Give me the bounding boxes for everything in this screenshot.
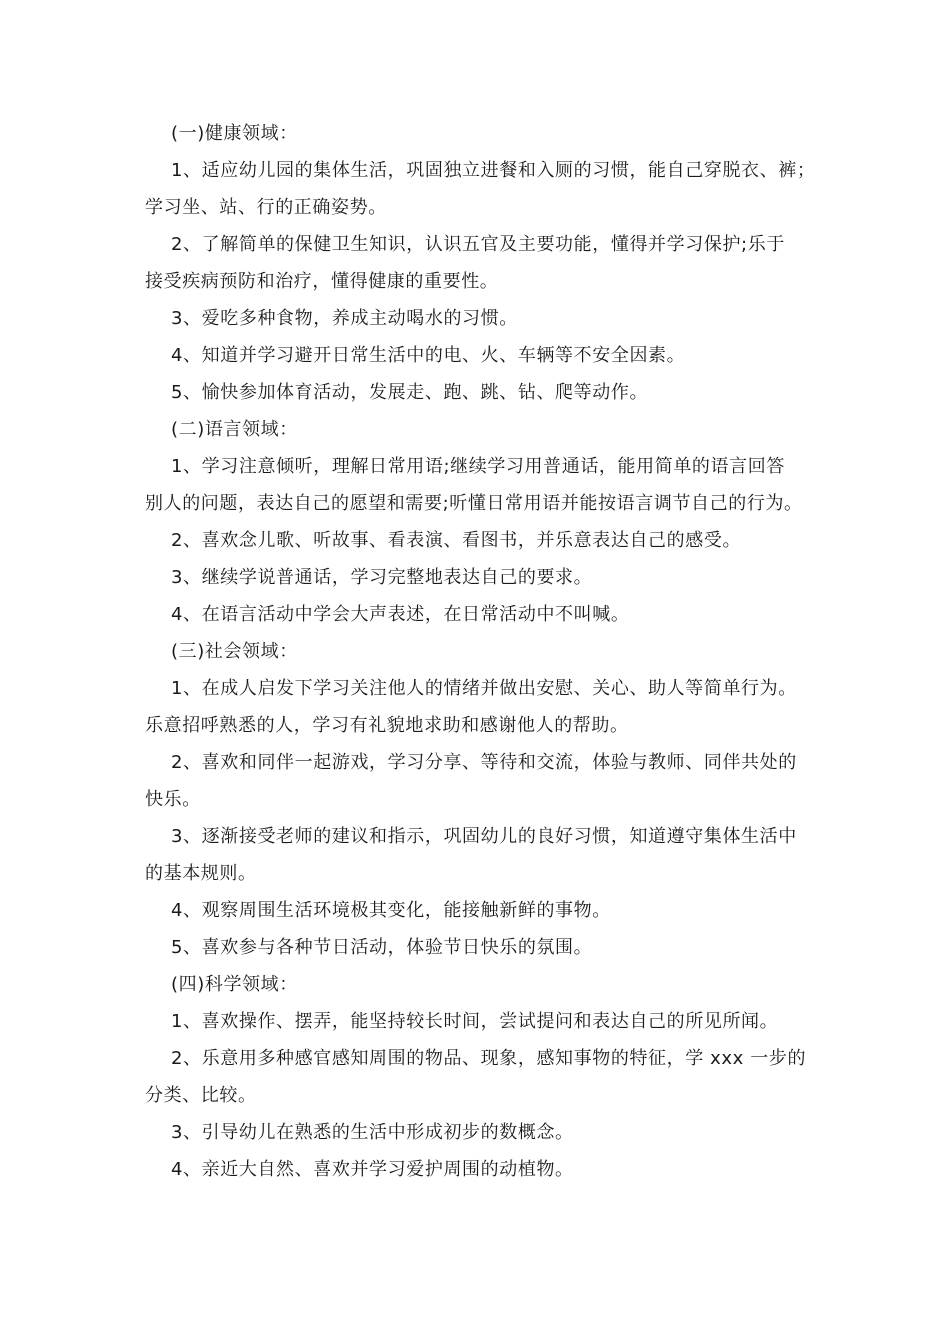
- paragraph-line: 1、适应幼儿园的集体生活，巩固独立进餐和入厕的习惯，能自己穿脱衣、裤；: [171, 160, 816, 181]
- paragraph-line: 2、了解简单的保健卫生知识，认识五官及主要功能，懂得并学习保护;乐于: [171, 234, 785, 255]
- paragraph-line: 学习坐、站、行的正确姿势。: [145, 197, 387, 218]
- paragraph-line: 3、逐渐接受老师的建议和指示，巩固幼儿的良好习惯，知道遵守集体生活中: [171, 826, 797, 847]
- paragraph-line: 4、亲近大自然、喜欢并学习爱护周围的动植物。: [171, 1159, 574, 1180]
- paragraph-line: 1、喜欢操作、摆弄，能坚持较长时间，尝试提问和表达自己的所见所闻。: [171, 1011, 779, 1032]
- paragraph-line: 别人的问题，表达自己的愿望和需要;听懂日常用语并能按语言调节自己的行为。: [145, 493, 803, 514]
- paragraph-line: 接受疾病预防和治疗，懂得健康的重要性。: [145, 271, 499, 292]
- section-heading-health: (一)健康领域：: [171, 123, 298, 144]
- paragraph-line: 3、继续学说普通话，学习完整地表达自己的要求。: [171, 567, 593, 588]
- paragraph-line: 乐意招呼熟悉的人，学习有礼貌地求助和感谢他人的帮助。: [145, 715, 629, 736]
- paragraph-line: 4、观察周围生活环境极其变化，能接触新鲜的事物。: [171, 900, 611, 921]
- paragraph-line: 4、在语言活动中学会大声表述，在日常活动中不叫喊。: [171, 604, 630, 625]
- section-heading-language: (二)语言领域：: [171, 419, 298, 440]
- paragraph-line: 分类、比较。: [145, 1085, 257, 1106]
- paragraph-line: 2、喜欢和同伴一起游戏，学习分享、等待和交流，体验与教师、同伴共处的: [171, 752, 797, 773]
- section-heading-science: (四)科学领域：: [171, 974, 298, 995]
- paragraph-line: 的基本规则。: [145, 863, 257, 884]
- paragraph-line: 4、知道并学习避开日常生活中的电、火、车辆等不安全因素。: [171, 345, 686, 366]
- paragraph-line: 2、乐意用多种感官感知周围的物品、现象，感知事物的特征，学 xxx 一步的: [171, 1048, 807, 1069]
- paragraph-line: 5、喜欢参与各种节日活动，体验节日快乐的氛围。: [171, 937, 593, 958]
- paragraph-line: 5、愉快参加体育活动，发展走、跑、跳、钻、爬等动作。: [171, 382, 649, 403]
- paragraph-line: 1、在成人启发下学习关注他人的情绪并做出安慰、关心、助人等简单行为。: [171, 678, 797, 699]
- paragraph-line: 3、引导幼儿在熟悉的生活中形成初步的数概念。: [171, 1122, 574, 1143]
- paragraph-line: 3、爱吃多种食物，养成主动喝水的习惯。: [171, 308, 518, 329]
- paragraph-line: 快乐。: [145, 789, 201, 810]
- paragraph-line: 2、喜欢念儿歌、听故事、看表演、看图书，并乐意表达自己的感受。: [171, 530, 742, 551]
- paragraph-line: 1、学习注意倾听，理解日常用语;继续学习用普通话，能用简单的语言回答: [171, 456, 785, 477]
- section-heading-social: (三)社会领域：: [171, 641, 298, 662]
